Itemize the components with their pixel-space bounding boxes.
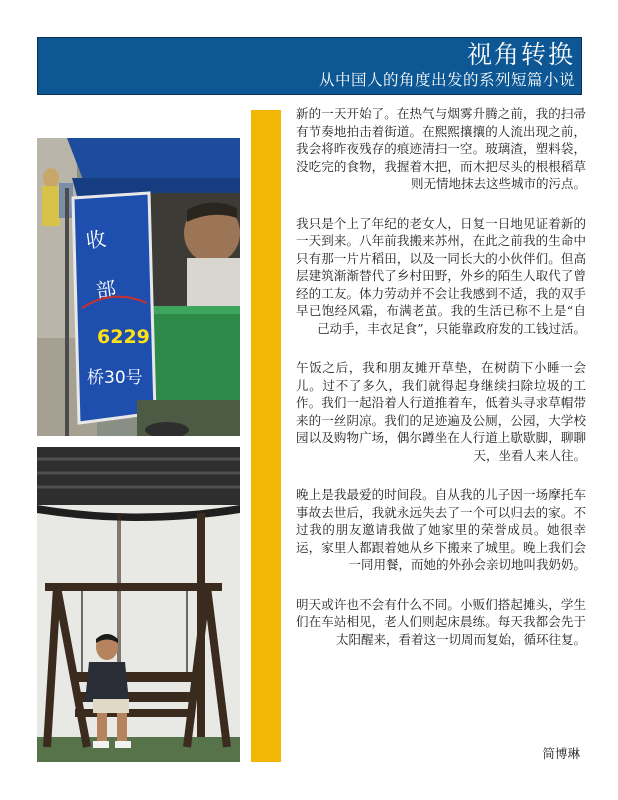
sign-text-1: 收 <box>84 226 108 253</box>
accent-bar <box>251 110 281 762</box>
paragraph: 午饭之后，我和朋友摊开草垫，在树荫下小睡一会儿。过不了多久，我们就得起身继续扫除垃圾的工作。我们一起沿着人行道推着车，低着头寻求草帽带来的一丝阴凉。我们的足迹遍及公厕，公园，大学校园以及购物广场，偶尔蹲坐在人行道上歇歇脚，聊聊天，坐看人来人往。 <box>296 360 586 463</box>
page-title: 视角转换 <box>466 40 575 69</box>
swing-illustration <box>37 447 240 762</box>
page-subtitle: 从中国人的角度出发的系列短篇小说 <box>318 71 575 89</box>
paragraph: 我只是个上了年纪的老女人，日复一日地见证着新的一天到来。八年前我搬来苏州，在此之前我的生命中只有那一片片稻田，以及一同长大的小伙伴们。但高层建筑渐渐替代了乡村田野，外乡的陌生人取代了曾经的工友。体力劳动并不会让我感到不适，我的双手早已饱经风霜，布满老茧。我的生活已称不上是“自己动手，丰衣足食”，只能靠政府发的工钱过活。 <box>296 215 586 336</box>
paragraph: 新的一天开始了。在热气与烟雾升腾之前，我的扫帚有节奏地拍击着街道。在熙熙攘攘的人流出现之前，我会将昨夜残存的痕迹清扫一空。玻璃渣，塑料袋，没吃完的食物，我握着木把，而木把尽头的根根稻草则无情地抹去这些城市的污点。 <box>296 106 586 191</box>
article-body <box>296 105 586 670</box>
street-cart-illustration <box>37 138 240 436</box>
sign-address: 桥30号 <box>87 368 143 388</box>
paragraph: 明天或许也不会有什么不同。小贩们搭起摊头，学生们在车站相见，老人们则起床晨练。每天我都会先于太阳醒来，看着这一切周而复始，循环往复。 <box>296 596 586 647</box>
sign-number: 6229 <box>97 326 150 348</box>
author-name: 简博琳 <box>542 746 580 761</box>
photo-street-cart <box>37 138 240 436</box>
sign-text-2: 部 <box>94 276 118 303</box>
title-banner <box>37 37 582 95</box>
paragraph: 晚上是我最爱的时间段。自从我的儿子因一场摩托车事故去世后，我就永远失去了一个可以归去的家。不过我的朋友邀请我做了她家里的荣誉成员。她很幸运，家里人都跟着她从乡下搬来了城里。晚上我们会一同用餐，而她的外孙会亲切地叫我奶奶。 <box>296 487 586 572</box>
photo-swing-man <box>37 447 240 762</box>
